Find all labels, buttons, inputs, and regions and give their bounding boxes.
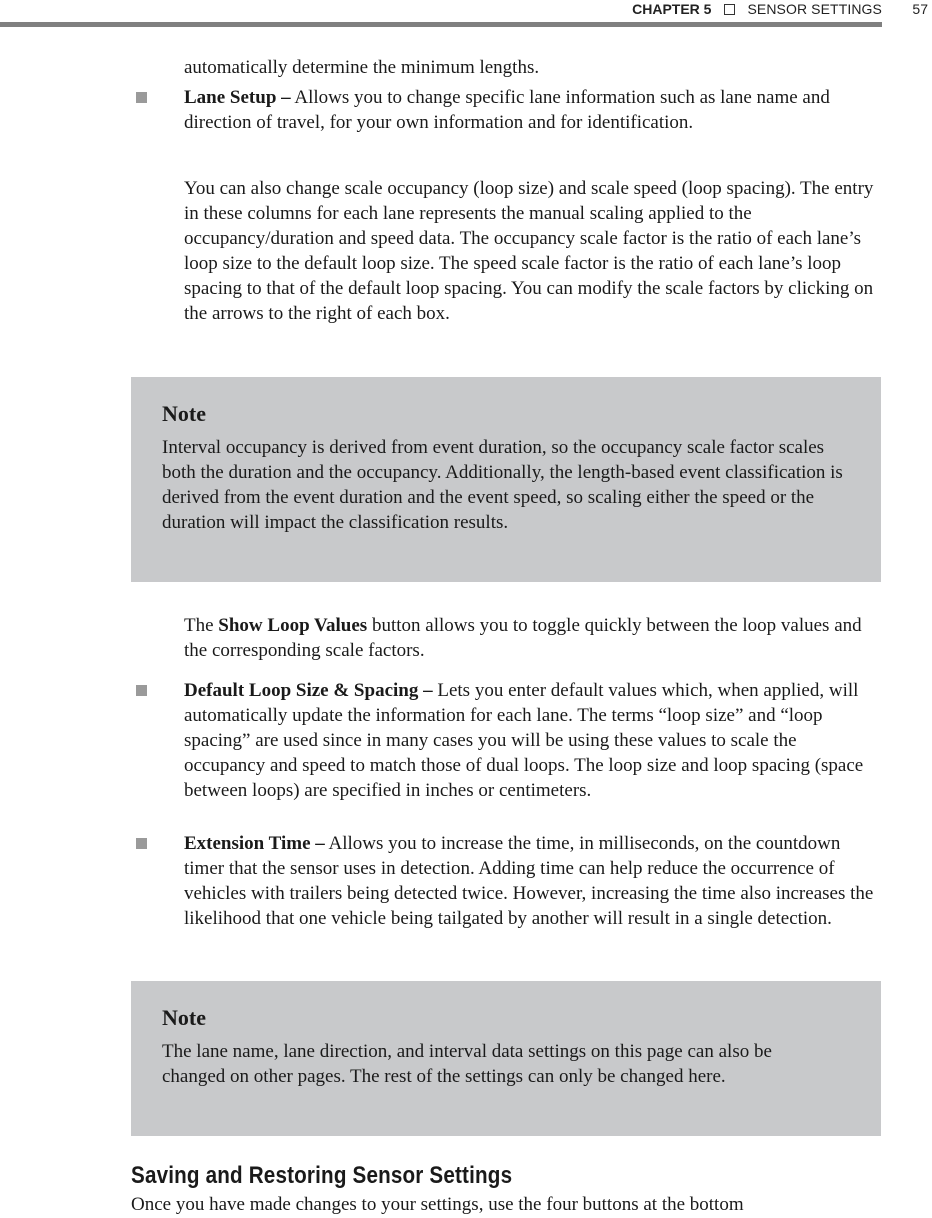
square-bullet-icon (136, 838, 147, 849)
default-loop-term: Default Loop Size & Spacing – (184, 680, 433, 701)
show-loop-text: button allows you to toggle quickly between the loop values and the corresponding scale factors. (184, 615, 862, 661)
square-bullet-icon (136, 92, 147, 103)
note-box (131, 981, 881, 1136)
square-separator-icon (724, 4, 735, 15)
note-body: The lane name, lane direction, and interval data settings on this page can also be changed on other pages. The rest of the settings can only be changed here. (162, 1041, 772, 1087)
intro-continuation: automatically determine the minimum lengths. (184, 57, 540, 78)
header-rule (0, 22, 882, 27)
page-number: 57 (912, 1, 928, 17)
default-loop-item (184, 678, 879, 803)
show-loop-values-paragraph (184, 613, 864, 663)
show-loop-values-term: Show Loop Values (218, 615, 368, 636)
note-title: Note (162, 401, 206, 426)
section-heading: Saving and Restoring Sensor Settings (131, 1162, 513, 1189)
extension-time-item (184, 831, 876, 931)
show-loop-prefix: The (184, 615, 219, 636)
note-body: Interval occupancy is derived from event duration, so the occupancy scale factor scales both the duration and the occupancy. Additionally, the length-based event classification is derived from the event duration and the event speed, so scaling either the speed or the duration will impact the classification results. (162, 437, 843, 533)
extension-time-term: Extension Time – (184, 833, 325, 854)
default-loop-text: Lets you enter default values which, when applied, will automatically update the information for each lane. The terms “loop size” and “loop spacing” are used since in many cases you will be using these values to scale the occupancy and speed to match those of dual loops. The loop size and loop spacing (space between loops) are specified in inches or centimeters. (184, 680, 864, 801)
extension-time-text: Allows you to increase the time, in milliseconds, on the countdown timer that the sensor uses in detection. Adding time can help reduce the occurrence of vehicles with trailers being detected twice. However, increasing the time also increases the likelihood that one vehicle being tailgated by another will result in a single detection. (184, 833, 874, 929)
section-body: Once you have made changes to your settings, use the four buttons at the bottom (131, 1194, 744, 1215)
lane-setup-term: Lane Setup – (184, 87, 291, 108)
note-title: Note (162, 1005, 206, 1030)
section-label: SENSOR SETTINGS (747, 1, 882, 17)
running-header (632, 0, 882, 18)
square-bullet-icon (136, 685, 147, 696)
lane-setup-text: Allows you to change specific lane information such as lane name and direction of travel, for your own information and for identification. (184, 87, 830, 133)
note-box (131, 377, 881, 582)
lane-setup-item (184, 85, 844, 135)
chapter-label: CHAPTER 5 (632, 1, 712, 17)
lane-setup-paragraph: You can also change scale occupancy (loop size) and scale speed (loop spacing). The entry in these columns for each lane represents the manual scaling applied to the occupancy/duration and speed data. The occupancy scale factor is the ratio of each lane’s loop size to the default loop size. The speed scale factor is the ratio of each lane’s loop spacing to that of the default loop spacing. You can modify the scale factors by clicking on the arrows to the right of each box. (184, 178, 874, 324)
